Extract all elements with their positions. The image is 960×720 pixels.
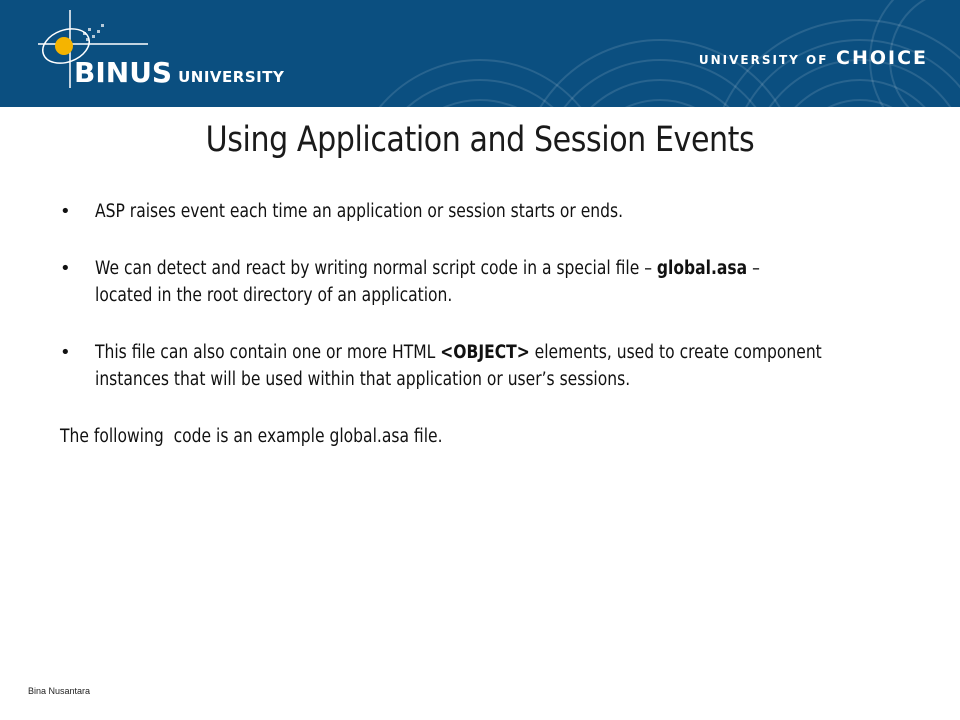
bullet-item [60, 339, 920, 393]
university-logo[interactable] [28, 8, 308, 100]
logo-brand: BINUS [74, 56, 173, 89]
bullet-text: – [747, 258, 760, 279]
bullet-icon: • [60, 258, 71, 279]
bullet-text: located in the root directory of an application. [95, 285, 453, 306]
footer-text: Bina Nusantara [28, 686, 91, 696]
header-banner [0, 0, 960, 107]
tagline-prefix: UNIVERSITY OF [698, 53, 829, 67]
bullet-icon: • [60, 201, 71, 222]
bullet-text: elements, used to create component [529, 342, 822, 363]
bullet-item [60, 255, 920, 309]
tagline-emphasis: CHOICE [836, 47, 928, 69]
bullet-icon: • [60, 342, 71, 363]
slide-title: Using Application and Session Events [205, 120, 755, 160]
bullet-text: This file can also contain one or more HTML [95, 342, 441, 363]
closing-text: The following code is an example global.asa file. [60, 426, 443, 447]
bullet-text: We can detect and react by writing normal script code in a special file – [95, 258, 657, 279]
bullet-item [60, 198, 920, 225]
bullet-text: instances that will be used within that application or user’s sessions. [95, 369, 631, 390]
filename-highlight: global.asa [656, 258, 748, 279]
tagline [699, 47, 928, 69]
tag-highlight: <OBJECT> [440, 342, 530, 363]
bullet-text: ASP raises event each time an application or session starts or ends. [95, 201, 624, 222]
slide-body [60, 198, 920, 450]
logo-suffix: UNIVERSITY [178, 68, 285, 86]
